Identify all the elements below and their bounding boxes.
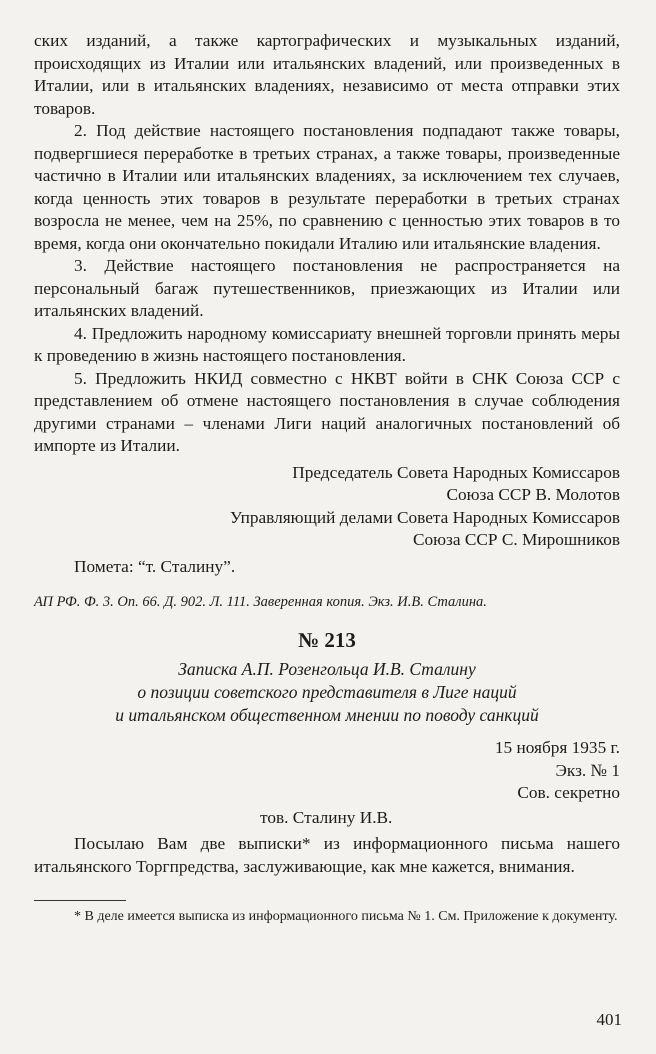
body-paragraph: Посылаю Вам две выписки* из информационного письма нашего итальянского Торгпредства, заслуживающие, как мне кажется, внимания. [34, 834, 620, 876]
paragraph-4: 4. Предложить народному комиссариату внешней торговли принять меры к проведению в жизнь настоящего постановления. [34, 323, 620, 365]
heading-line-2: о позиции советского представителя в Лиге наций [137, 682, 517, 702]
signature-line-1: Председатель Совета Народных Комиссаров [292, 462, 620, 482]
signature-block [34, 462, 620, 552]
paragraph-3: 3. Действие настоящего постановления не распространяется на персональный багаж путешественников, приезжающих из Италии или итальянских владений. [34, 256, 620, 320]
document-number: № 213 [298, 628, 356, 652]
addressee: тов. Сталину И.В. [260, 807, 393, 827]
document-heading [34, 658, 620, 727]
heading-line-3: и итальянском общественном мнении по поводу санкций [115, 705, 539, 725]
heading-line-1: Записка А.П. Розенгольца И.В. Сталину [178, 659, 476, 679]
signature-line-3: Управляющий делами Совета Народных Комиссаров [229, 507, 620, 527]
archive-reference: АП РФ. Ф. 3. Оп. 66. Д. 902. Л. 111. Заверенная копия. Экз. И.В. Сталина. [34, 594, 487, 610]
footnote: * В деле имеется выписка из информационного письма № 1. См. Приложение к документу. [74, 909, 618, 924]
copy-number: Экз. № 1 [555, 760, 620, 780]
footnote-divider [34, 900, 126, 901]
document-page [34, 30, 620, 926]
page-number: 401 [596, 1010, 622, 1029]
document-date: 15 ноября 1935 г. [494, 738, 620, 757]
document-meta [34, 737, 620, 805]
paragraph-continuation: ских изданий, а также картографических и музыкальных изданий, происходящих из Италии или итальянских владений, или произведенных в Италии, или в итальянских владениях, независимо от места отправки этих товаров. [34, 31, 620, 118]
signature-line-2: Союза ССР В. Молотов [446, 485, 620, 504]
paragraph-5: 5. Предложить НКИД совместно с НКВТ войти в СНК Союза ССР с представлением об отмене настоящего постановления в случае соблюдения другими странами – членами Лиги наций аналогичных постановлений об импорте из Италии. [34, 368, 620, 455]
stamp-note: Помета: “т. Сталину”. [74, 556, 236, 576]
paragraph-2: 2. Под действие настоящего постановления подпадают также товары, подвергшиеся переработке в третьих странах, а также товары, произведенные частично в Италии или итальянских владениях, за исключением тех случаев, когда ценность этих товаров в результате переработки в третьих странах возросла не менее, чем на 25%, по сравнению с ценностью этих товаров в то время, когда они окончательно покидали Италию или итальянские владения. [34, 121, 620, 253]
classification: Сов. секретно [517, 783, 620, 802]
signature-line-4: Союза ССР С. Мирошников [412, 530, 620, 549]
